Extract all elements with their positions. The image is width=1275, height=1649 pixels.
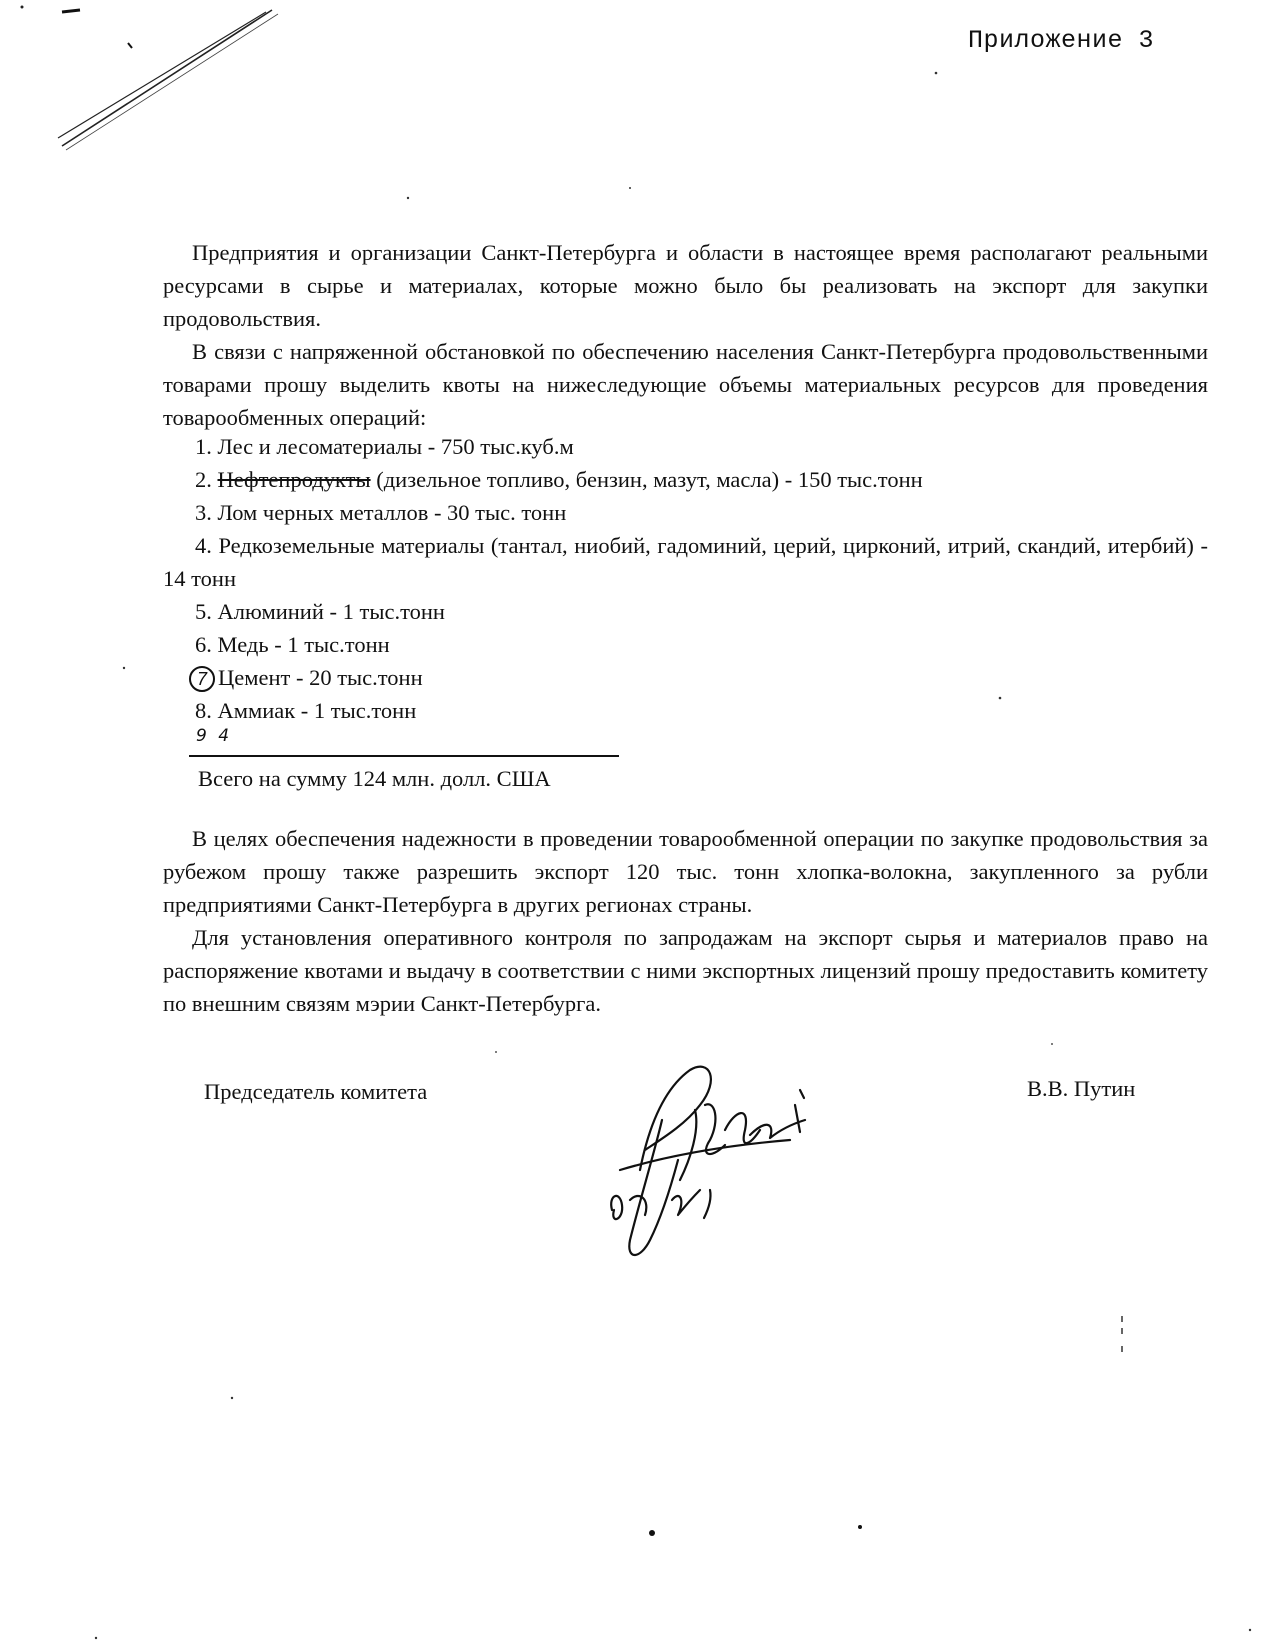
total-amount: Всего на сумму 124 млн. долл. США [198, 766, 551, 791]
quota-list [163, 430, 1208, 727]
closing-paragraphs [163, 822, 1208, 1020]
appendix-label: Приложение 3 [968, 26, 1155, 55]
list-item-copper: 6. Медь - 1 тыс.тонн [195, 632, 390, 657]
total-divider [189, 755, 619, 757]
signer-title: Председатель комитета [204, 1079, 428, 1104]
paragraph-quota-request: В связи с напряженной обстановкой по обеспечению населения Санкт-Петербурга продовольственными товарами прошу выделить квоты на нижеследующие объемы материальных ресурсов для проведения товарообменных операций: [163, 339, 1208, 430]
list-item-aluminum: 5. Алюминий - 1 тыс.тонн [195, 599, 445, 624]
list-item-oil-products [163, 463, 1208, 496]
handwritten-note: 9 4 [196, 726, 233, 746]
list-item-timber: 1. Лес и лесоматериалы - 750 тыс.куб.м [195, 434, 574, 459]
circled-number: 7 [189, 666, 215, 692]
list-item-detail: (дизельное топливо, бензин, мазут, масла) - 150 тыс.тонн [376, 467, 923, 492]
list-item-number: 2. [195, 467, 212, 492]
paragraph-resources: Предприятия и организации Санкт-Петербурга и области в настоящее время располагают реальными ресурсами в сырье и материалах, которые можно было бы реализовать на экспорт для закупки продовольствия. [163, 240, 1208, 331]
list-item-ammonia: 8. Аммиак - 1 тыс.тонн [195, 698, 417, 723]
handwritten-signature [600, 1050, 860, 1270]
list-item-detail: Цемент - 20 тыс.тонн [218, 665, 423, 690]
list-item-ferrous-scrap: 3. Лом черных металлов - 30 тыс. тонн [195, 500, 567, 525]
intro-paragraphs [163, 236, 1208, 434]
struck-word: Нефтепродукты [217, 467, 371, 492]
list-item-rare-earth: 4. Редкоземельные материалы (тантал, ниобий, гадоминий, церий, цирконий, итрий, скандий, итербий) - 14 тонн [163, 533, 1208, 591]
signer-name: В.В. Путин [1027, 1076, 1136, 1101]
paragraph-cotton-export: В целях обеспечения надежности в проведении товарообменной операции по закупке продовольствия за рубежом прошу также разрешить экспорт 120 тыс. тонн хлопка-волокна, закупленного за рубли предприятиями Санкт-Петербурга в других регионах страны. [163, 826, 1208, 917]
paragraph-license-control: Для установления оперативного контроля по запродажам на экспорт сырья и материалов право на распоряжение квотами и выдачу в соответствии с ними экспортных лицензий прошу предоставить комитету по внешним связям мэрии Санкт-Петербурга. [163, 925, 1208, 1016]
list-item-cement [163, 661, 1208, 694]
